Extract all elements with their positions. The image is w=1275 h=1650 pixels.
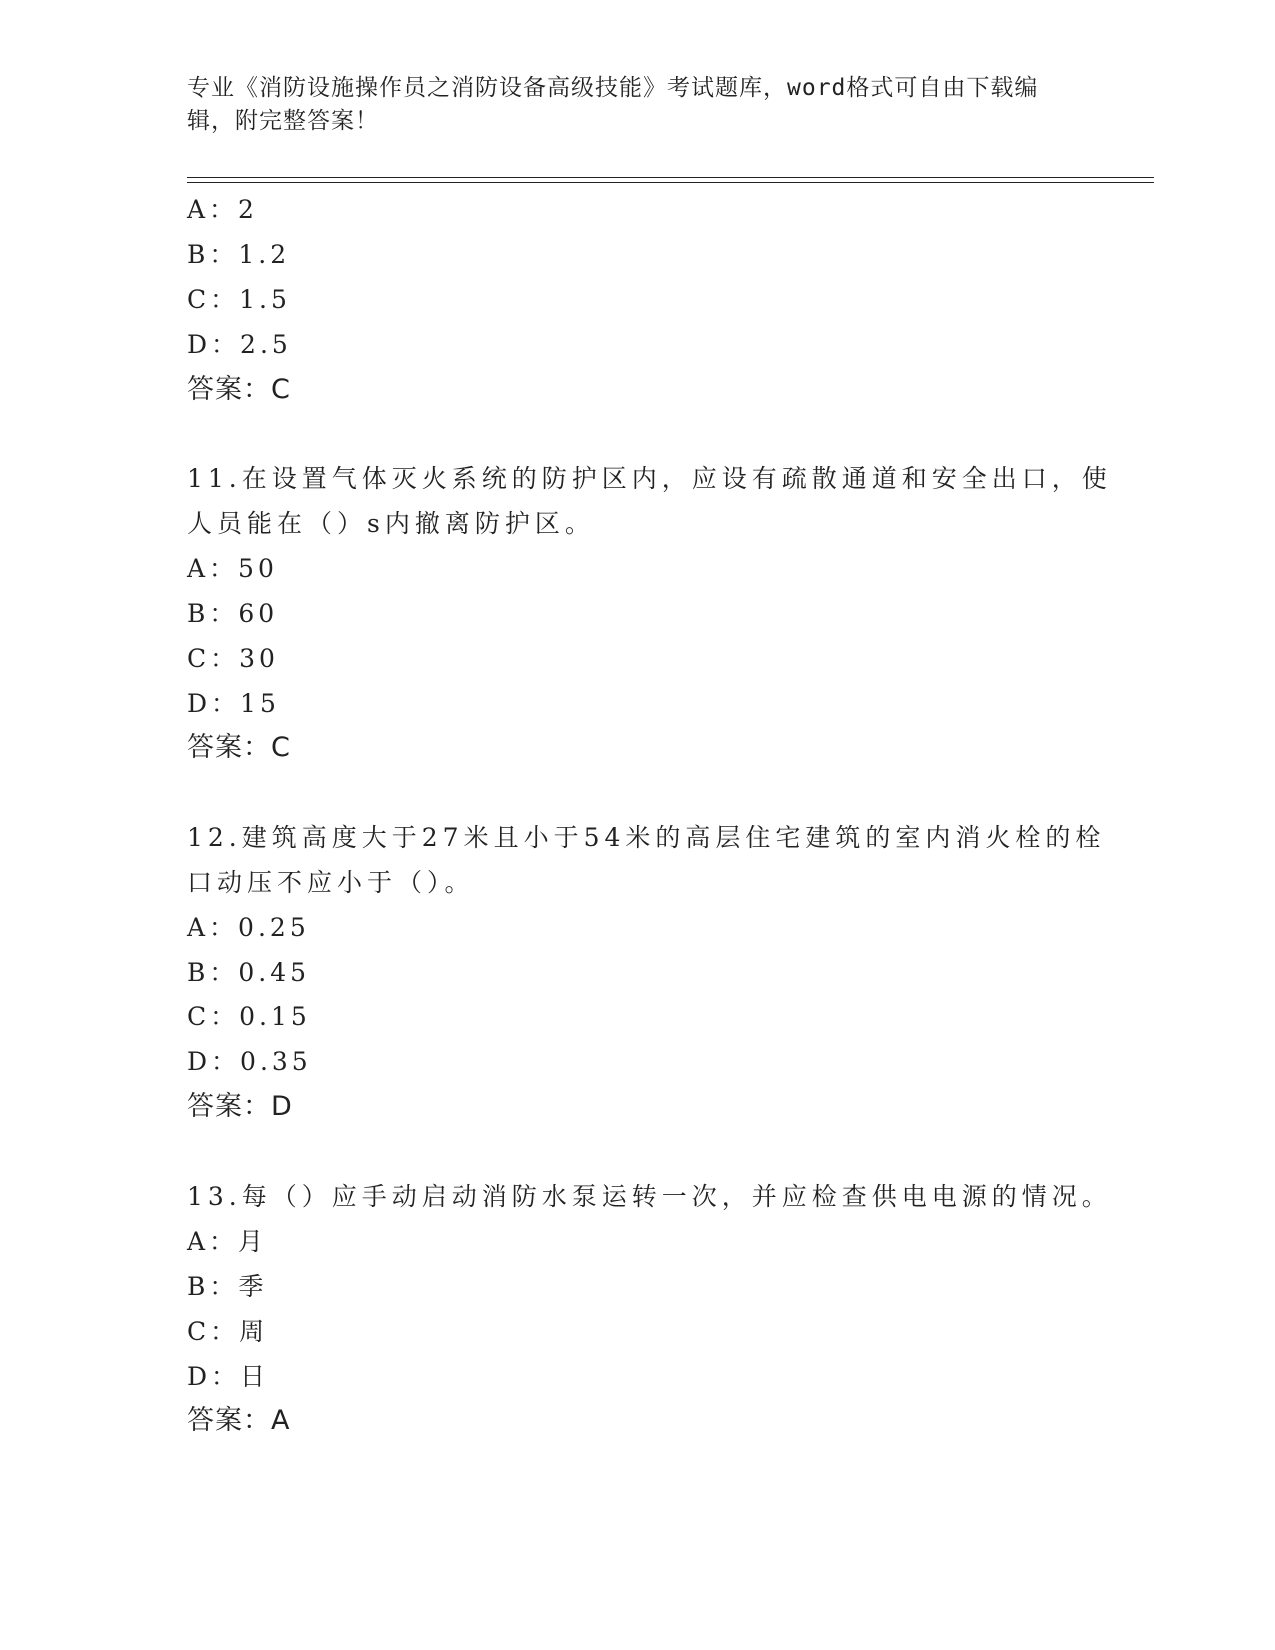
- answer: 答案：A: [187, 1405, 291, 1436]
- option-a: A：月: [187, 1227, 268, 1256]
- option-d: D：日: [187, 1362, 270, 1391]
- option-d: D：0.35: [187, 1047, 312, 1076]
- option-a: A：0.25: [187, 913, 310, 942]
- document-header: [187, 72, 1067, 138]
- option-b: B：60: [187, 599, 279, 628]
- option-c: C：周: [187, 1317, 269, 1346]
- option-d: D：15: [187, 689, 280, 718]
- question-text-line: 11.在设置气体灭火系统的防护区内，应设有疏散通道和安全出口，使: [187, 464, 1112, 493]
- header-divider-bottom: [187, 182, 1154, 183]
- option-b: B：季: [187, 1272, 268, 1301]
- option-c: C：30: [187, 644, 279, 673]
- option-c: C：0.15: [187, 1002, 311, 1031]
- question-text-line: 口动压不应小于（）。: [187, 868, 475, 897]
- option-a: A：50: [187, 554, 278, 583]
- header-divider-top: [187, 177, 1154, 178]
- question-text-line: 13.每（）应手动启动消防水泵运转一次，并应检查供电电源的情况。: [187, 1182, 1112, 1211]
- option-b: B：0.45: [187, 958, 311, 987]
- question-text-line: 人员能在（）s内撤离防护区。: [187, 509, 595, 538]
- option-a: A：2: [187, 195, 258, 224]
- answer: 答案：C: [187, 732, 291, 763]
- header-line-2: 辑，附完整答案！: [187, 108, 379, 134]
- answer: 答案：C: [187, 374, 291, 405]
- answer: 答案：D: [187, 1091, 293, 1122]
- option-b: B：1.2: [187, 240, 291, 269]
- option-d: D：2.5: [187, 330, 292, 359]
- option-c: C：1.5: [187, 285, 291, 314]
- header-line-1: 专业《消防设施操作员之消防设备高级技能》考试题库，word格式可自由下载编: [187, 75, 1039, 101]
- question-text-line: 12.建筑高度大于27米且小于54米的高层住宅建筑的室内消火栓的栓: [187, 823, 1106, 852]
